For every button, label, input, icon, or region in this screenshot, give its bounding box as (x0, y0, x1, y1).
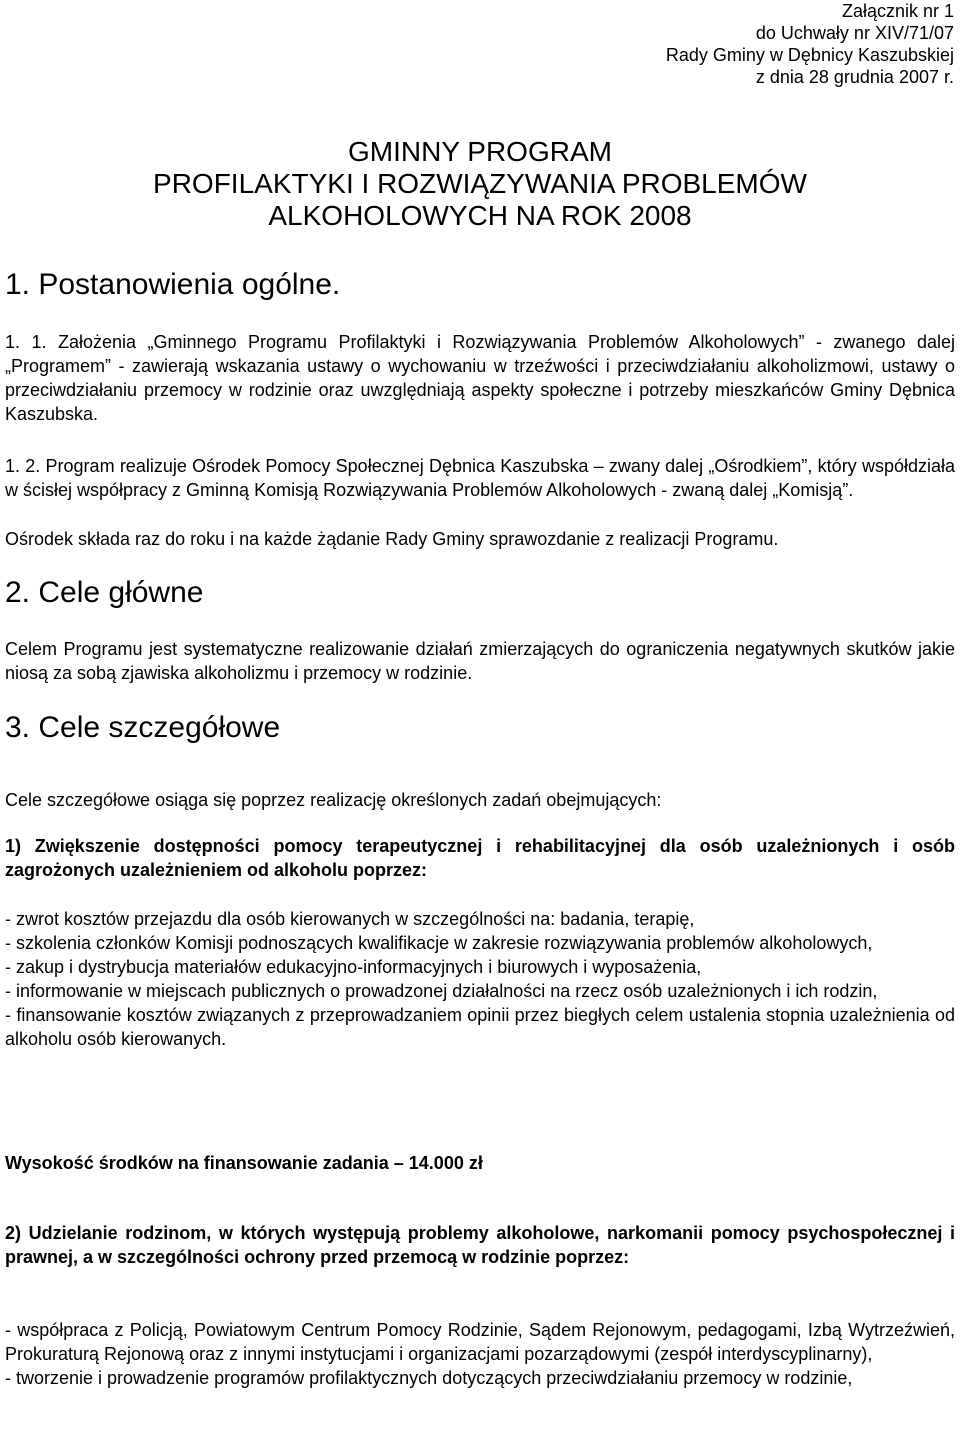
title-line: PROFILAKTYKI I ROZWIĄZYWANIA PROBLEMÓW (153, 168, 807, 199)
list-item: - finansowanie kosztów związanych z przeprowadzaniem opinii przez biegłych celem ustalenia stopnia uzależnienia od alkoholu osób kierowanych. (5, 1005, 955, 1049)
list-item: - zwrot kosztów przejazdu dla osób kierowanych w szczególności na: badania, terapię, (5, 909, 695, 929)
task-1-list (5, 907, 955, 1051)
section-heading-main-goals: 2. Cele główne (5, 576, 204, 609)
title-line: ALKOHOLOWYCH NA ROK 2008 (268, 200, 692, 231)
paragraph-1-2: 1. 2. Program realizuje Ośrodek Pomocy Społecznej Dębnica Kaszubska – zwany dalej „Ośrodkiem”, który współdziała w ścisłej współpracy z Gminną Komisją Rozwiązywania Problemów Alkoholowych - zwaną dalej „Komisją”. (5, 456, 955, 500)
annex-line: Załącznik nr 1 (841, 1, 954, 21)
paragraph-report: Ośrodek składa raz do roku i na każde żądanie Rady Gminy sprawozdanie z realizacji Programu. (5, 529, 779, 549)
task-1-funding: Wysokość środków na finansowanie zadania – 14.000 zł (5, 1153, 483, 1173)
title-line: GMINNY PROGRAM (348, 136, 612, 167)
paragraph-detailed-intro: Cele szczegółowe osiąga się poprzez realizację określonych zadań obejmujących: (5, 790, 662, 810)
list-item: - tworzenie i prowadzenie programów profilaktycznych dotyczących przeciwdziałaniu przemocy w rodzinie, (5, 1368, 853, 1388)
section-heading-detailed-goals: 3. Cele szczegółowe (5, 711, 281, 744)
section-heading-general: 1. Postanowienia ogólne. (5, 268, 341, 301)
list-item: - zakup i dystrybucja materiałów edukacyjno-informacyjnych i biurowych i wyposażenia, (5, 957, 702, 977)
document-title (0, 136, 960, 232)
list-item: - współpraca z Policją, Powiatowym Centrum Pomocy Rodzinie, Sądem Rejonowym, pedagogami, Izbą Wytrzeźwień, Prokuraturą Rejonową oraz z innymi instytucjami i organizacjami pozarządowymi (zespół interdyscyplinarny), (5, 1320, 955, 1364)
annex-line: Rady Gminy w Dębnicy Kaszubskiej (665, 45, 954, 65)
paragraph-main-goals: Celem Programu jest systematyczne realizowanie działań zmierzających do ograniczenia negatywnych skutków jakie niosą za sobą zjawiska alkoholizmu i przemocy w rodzinie. (5, 639, 955, 683)
task-2-heading: 2) Udzielanie rodzinom, w których występują problemy alkoholowe, narkomanii pomocy psychospołecznej i prawnej, a w szczególności ochrony przed przemocą w rodzinie poprzez: (5, 1223, 955, 1267)
annex-note (666, 0, 954, 88)
list-item: - szkolenia członków Komisji podnoszących kwalifikacje w zakresie rozwiązywania problemów alkoholowych, (5, 933, 873, 953)
task-1-heading: 1) Zwiększenie dostępności pomocy terapeutycznej i rehabilitacyjnej dla osób uzależnionych i osób zagrożonych uzależnieniem od alkoholu poprzez: (5, 836, 955, 880)
annex-line: do Uchwały nr XIV/71/07 (755, 23, 954, 43)
list-item: - informowanie w miejscach publicznych o prowadzonej działalności na rzecz osób uzależnionych i ich rodzin, (5, 981, 878, 1001)
task-2-list (5, 1318, 955, 1390)
annex-line: z dnia 28 grudnia 2007 r. (755, 67, 954, 87)
paragraph-1-1: 1. 1. Założenia „Gminnego Programu Profilaktyki i Rozwiązywania Problemów Alkoholowych” - zwanego dalej „Programem” - zawierają wskazania ustawy o wychowaniu w trzeźwości i przeciwdziałaniu alkoholizmowi, ustawy o przeciwdziałaniu przemocy w rodzinie oraz uwzględniają aspekty społeczne i potrzeby mieszkańców Gminy Dębnica Kaszubska. (5, 332, 955, 424)
